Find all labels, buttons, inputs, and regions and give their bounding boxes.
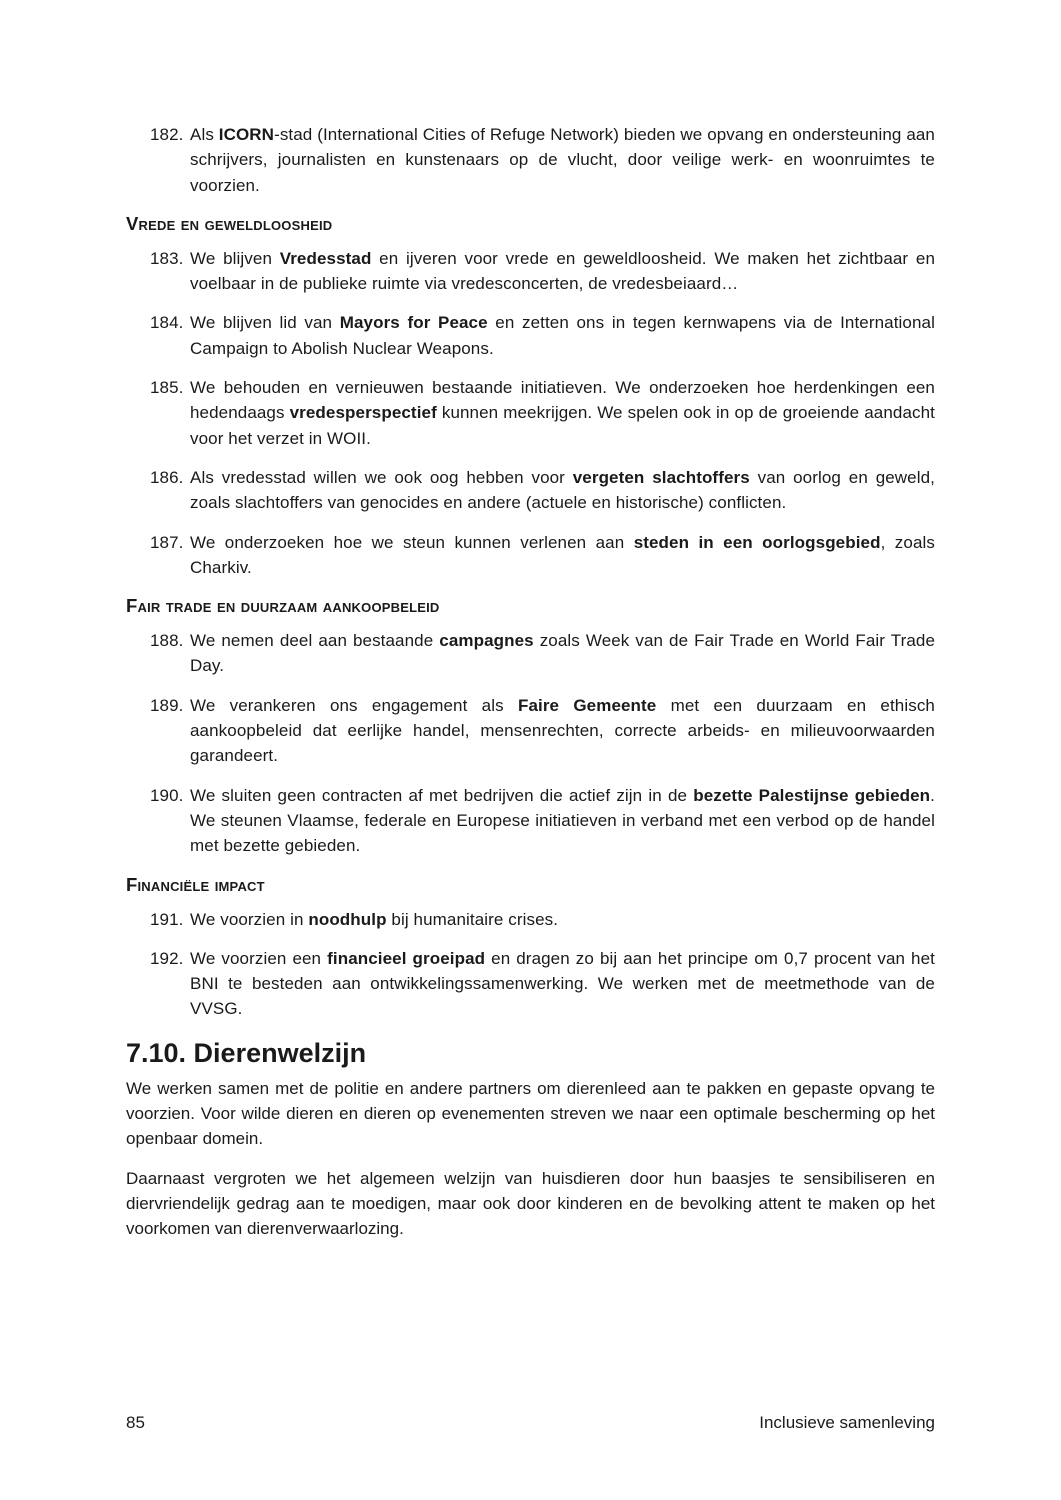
- item-number: 189.: [150, 695, 184, 715]
- item-text: We voorzien in: [190, 909, 309, 929]
- item-text: , zoals Charkiv.: [190, 532, 935, 577]
- item-text: We nemen deel aan bestaande: [190, 631, 440, 651]
- item-text: Als vredesstad willen we ook oog hebben voor: [190, 467, 573, 487]
- page-footer: [126, 1413, 935, 1433]
- item-text: We blijven lid van: [190, 313, 340, 333]
- item-number: 186.: [150, 467, 184, 487]
- item-bold: noodhulp: [308, 909, 387, 929]
- item-bold: steden in een oorlogsgebied: [633, 532, 881, 552]
- item-text: en dragen zo bij aan het principe om 0,7 procent van het BNI te besteden aan ontwikkelingssamenwerking. We werken met de meetmethode van de VVSG.: [190, 948, 935, 1019]
- item-text: bij humanitaire crises.: [386, 909, 559, 929]
- item-text: We voorzien een: [190, 948, 328, 968]
- item-text: . We steunen Vlaamse, federale en Europese initiatieven in verband met een verbod op de handel met bezette gebieden.: [190, 785, 935, 856]
- subheading-fair-trade: Fair trade en duurzaam aankoopbeleid: [126, 595, 440, 617]
- list-item-187: [126, 530, 935, 581]
- chapter-title: Inclusieve samenleving: [759, 1413, 935, 1432]
- item-text: We sluiten geen contracten af met bedrijven die actief zijn in de: [190, 785, 694, 805]
- item-text: met een duurzaam en ethisch aankoopbeleid dat eerlijke handel, mensenrechten, correcte arbeids- en milieuvoorwaarden garandeert.: [190, 695, 935, 766]
- item-text: en zetten ons in tegen kernwapens via de International Campaign to Abolish Nuclear Weapons.: [190, 313, 935, 358]
- item-bold: financieel groeipad: [327, 948, 486, 968]
- list-item-183: [126, 246, 935, 297]
- item-bold: vergeten slachtoffers: [572, 467, 750, 487]
- item-text: kunnen meekrijgen. We spelen ook in op de groeiende aandacht voor het verzet in WOII.: [190, 403, 935, 448]
- list-item-190: [126, 783, 935, 859]
- item-number: 184.: [150, 313, 184, 333]
- document-page: [126, 122, 935, 1256]
- item-number: 183.: [150, 248, 184, 268]
- item-text: van oorlog en geweld, zoals slachtoffers van genocides en andere (actuele en historische) conflicten.: [190, 467, 935, 513]
- item-bold: Mayors for Peace: [339, 313, 488, 333]
- subheading-financiele-impact: Financiële impact: [126, 873, 265, 895]
- item-text: zoals Week van de Fair Trade en World Fair Trade Day.: [190, 631, 936, 676]
- item-text: We verankeren ons engagement als: [190, 695, 518, 715]
- list-item-182: [126, 122, 935, 198]
- list-item-188: [126, 628, 935, 679]
- item-number: 192.: [150, 948, 184, 968]
- subheading-vrede: Vrede en geweldloosheid: [126, 212, 333, 234]
- list-item-191: [126, 907, 935, 932]
- item-bold: Vredesstad: [279, 248, 372, 268]
- list-item-192: [126, 946, 935, 1022]
- item-text: We blijven: [190, 248, 280, 268]
- item-number: 187.: [150, 532, 184, 552]
- section-title: 7.10. Dierenwelzijn: [126, 1037, 367, 1068]
- item-number: 185.: [150, 378, 184, 398]
- section-paragraph: We werken samen met de politie en andere partners om dierenleed aan te pakken en gepaste opvang te voorzien. Voor wilde dieren en dieren op evenementen streven we naar een optimale bescherming op het openbaar domein.: [126, 1078, 935, 1149]
- list-item-186: [126, 465, 935, 516]
- item-number: 182.: [150, 125, 184, 144]
- list-item-184: [126, 310, 935, 361]
- item-bold: Faire Gemeente: [517, 695, 657, 715]
- page-number: 85: [126, 1413, 145, 1432]
- item-bold: ICORN: [218, 125, 275, 144]
- item-number: 191.: [150, 909, 184, 929]
- item-text: Als: [190, 125, 219, 144]
- item-number: 190.: [150, 785, 184, 805]
- item-bold: bezette Palestijnse gebieden: [693, 785, 931, 805]
- list-item-189: [126, 693, 935, 769]
- item-number: 188.: [150, 631, 184, 651]
- item-text: en ijveren voor vrede en geweldloosheid. We maken het zichtbaar en voelbaar in de publieke ruimte via vredesconcerten, de vredesbeiaard…: [190, 248, 936, 294]
- list-item-185: [126, 375, 935, 451]
- item-bold: vredesperspectief: [289, 403, 437, 423]
- item-text: -stad (International Cities of Refuge Network) bieden we opvang en ondersteuning aan schrijvers, journalisten en kunstenaars op de vlucht, door veilige werk- en woonruimtes te voorzien.: [190, 125, 935, 195]
- item-bold: campagnes: [439, 631, 534, 651]
- item-text: We behouden en vernieuwen bestaande initiatieven. We onderzoeken hoe herdenkingen een hedendaags: [190, 378, 935, 423]
- section-paragraph: Daarnaast vergroten we het algemeen welzijn van huisdieren door hun baasjes te sensibiliseren en diervriendelijk gedrag aan te moedigen, maar ook door kinderen en de bevolking attent te maken op het voorkomen van dierenverwaarlozing.: [126, 1168, 935, 1239]
- item-text: We onderzoeken hoe we steun kunnen verlenen aan: [190, 532, 634, 552]
